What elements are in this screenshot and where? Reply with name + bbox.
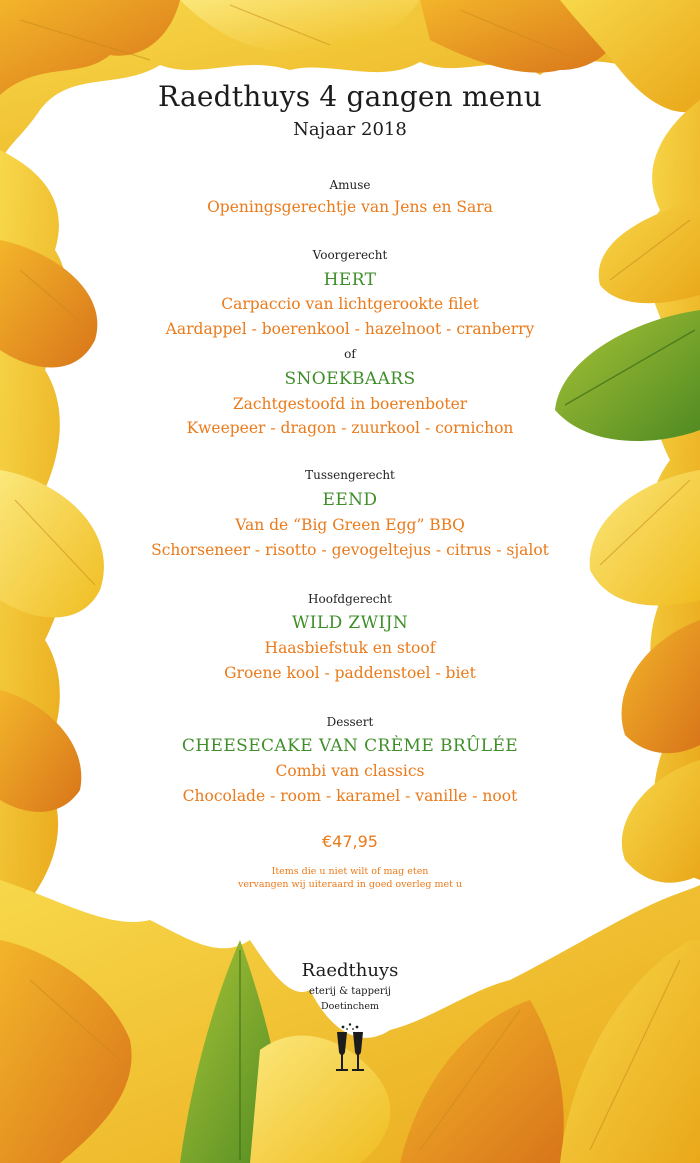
note-line-1: Items die u niet wilt of mag eten <box>271 866 429 877</box>
brand-tagline: eterij & tapperij <box>309 986 391 997</box>
brand-city: Doetinchem <box>320 1001 379 1012</box>
dish-line-hert-1: Carpaccio van lichtgerookte filet <box>221 295 479 313</box>
amuse-line: Openingsgerechtje van Jens en Sara <box>207 198 493 216</box>
brand-name: Raedthuys <box>301 960 399 981</box>
menu-title: Raedthuys 4 gangen menu <box>158 80 542 113</box>
menu-subtitle: Najaar 2018 <box>293 119 407 140</box>
section-label-amuse: Amuse <box>329 178 371 192</box>
dish-line-wild-zwijn-2: Groene kool - paddenstoel - biet <box>224 664 476 682</box>
dish-name-snoekbaars: SNOEKBAARS <box>284 369 416 389</box>
or-divider: of <box>344 347 356 361</box>
dish-line-eend-2: Schorseneer - risotto - gevogeltejus - citrus - sjalot <box>151 541 549 559</box>
dish-line-snoekbaars-1: Zachtgestoofd in boerenboter <box>232 395 468 413</box>
section-label-dessert: Dessert <box>326 715 374 729</box>
champagne-glasses-icon <box>331 1022 369 1080</box>
dish-name-wild-zwijn: WILD ZWIJN <box>291 613 409 633</box>
note-line-2: vervangen wij uiteraard in goed overleg met u <box>237 879 463 890</box>
dish-line-cheesecake-1: Combi van classics <box>275 762 425 780</box>
dish-name-hert: HERT <box>323 270 377 290</box>
dish-line-hert-2: Aardappel - boerenkool - hazelnoot - cranberry <box>165 320 535 338</box>
section-label-hoofdgerecht: Hoofdgerecht <box>308 592 392 606</box>
dish-line-eend-1: Van de “Big Green Egg” BBQ <box>235 516 465 534</box>
dish-line-snoekbaars-2: Kweepeer - dragon - zuurkool - cornichon <box>186 419 514 437</box>
dish-name-eend: EEND <box>322 490 378 510</box>
dish-line-cheesecake-2: Chocolade - room - karamel - vanille - noot <box>182 787 518 805</box>
section-label-tussengerecht: Tussengerecht <box>305 468 395 482</box>
dish-name-cheesecake: CHEESECAKE VAN CRÈME BRÛLÉE <box>181 736 519 756</box>
dish-line-wild-zwijn-1: Haasbiefstuk en stoof <box>264 639 436 657</box>
section-label-voorgerecht: Voorgerecht <box>312 248 388 262</box>
menu-price: €47,95 <box>322 832 378 851</box>
